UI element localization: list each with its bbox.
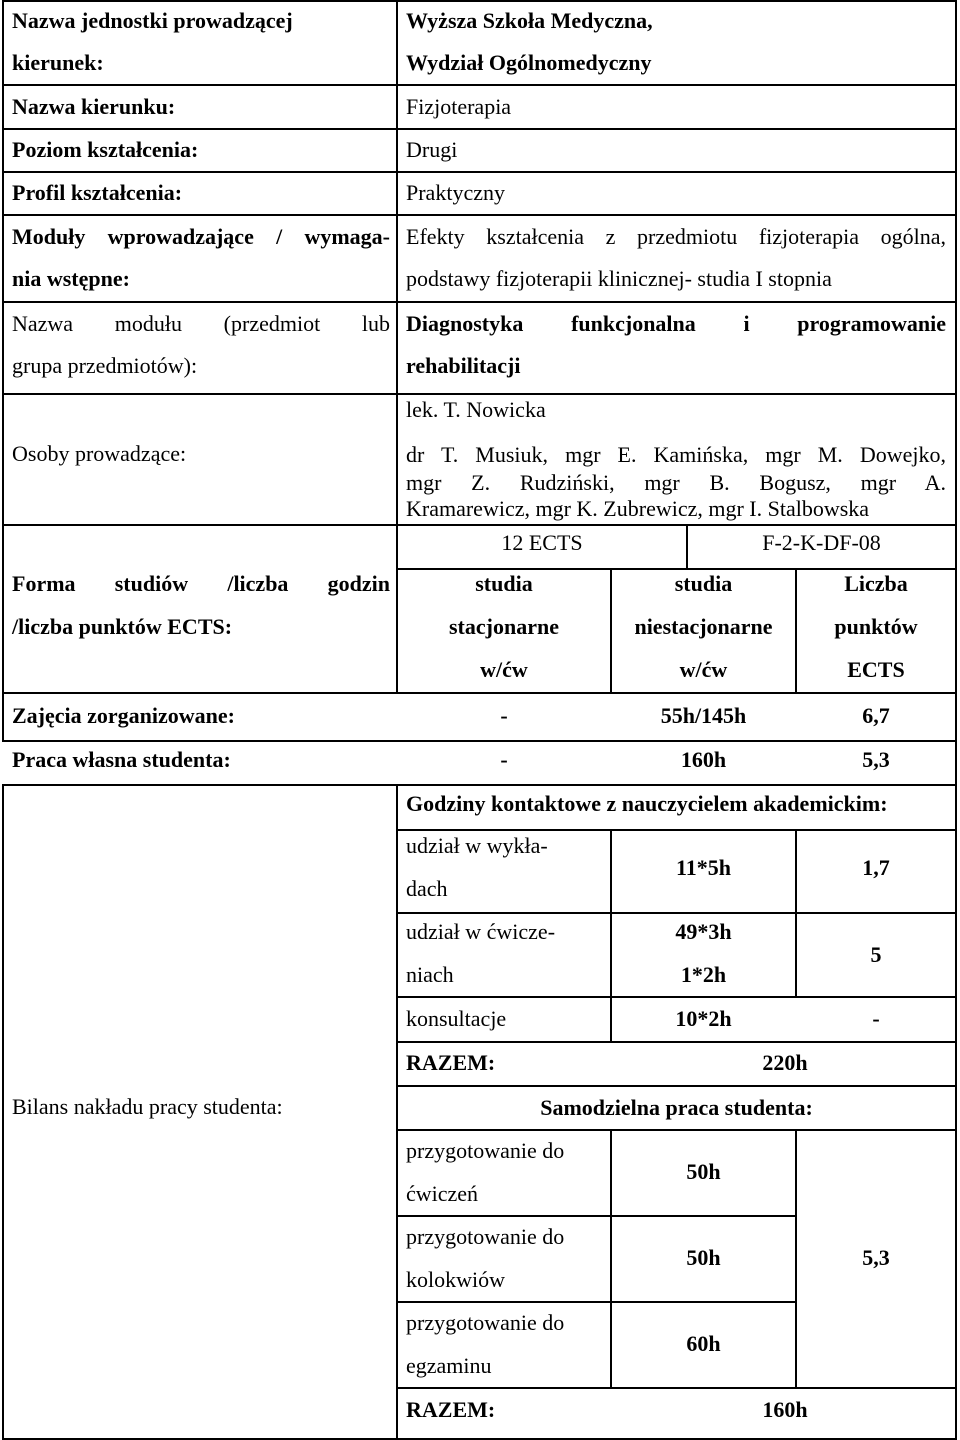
konsultacje-hours: 10*2h	[675, 1006, 732, 1031]
razem2-label: RAZEM:	[406, 1397, 496, 1422]
kontakt-header: Godziny kontaktowe z nauczycielem akademickim:	[406, 791, 888, 816]
cwiczenia-hours-l1: 49*3h	[675, 919, 732, 944]
value-modul-nazwa-l2: rehabilitacji	[406, 353, 521, 378]
bilans-line	[396, 1041, 957, 1043]
value-moduly-l2: podstawy fizjoterapii klinicznej- studia I stopnia	[406, 266, 832, 291]
label-profil: Profil kształcenia:	[12, 180, 183, 205]
row-line	[2, 524, 957, 526]
label-zajecia: Zajęcia zorganizowane:	[12, 703, 235, 728]
prz-kolokwiow-l1: przygotowanie do	[406, 1224, 565, 1249]
col-stacjonarne-l1: studia	[475, 571, 533, 596]
razem1-hours: 220h	[762, 1050, 808, 1075]
prz-egzaminu-hours: 60h	[686, 1331, 721, 1356]
razem1-label: RAZEM:	[406, 1050, 496, 1075]
wyklady-ects: 1,7	[862, 855, 890, 880]
value-osoby-l4: Kramarewicz, mgr K. Zubrewicz, mgr I. Stalbowska	[406, 496, 870, 521]
border-left	[2, 0, 4, 740]
col-ects-l3: ECTS	[847, 657, 905, 682]
prz-cwiczen-l2: ćwiczeń	[406, 1181, 479, 1206]
label-kierunek: Nazwa kierunku:	[12, 94, 176, 119]
label-praca-wlasna: Praca własna studenta:	[12, 747, 231, 772]
label-forma-l1: Forma studiów /liczba godzin	[12, 571, 390, 596]
value-osoby-l2: dr T. Musiuk, mgr E. Kamińska, mgr M. Dowejko,	[406, 442, 946, 467]
row-line	[2, 128, 957, 130]
praca-wlasna-stac: -	[500, 747, 508, 772]
label-jednostka-l2: kierunek:	[12, 50, 104, 75]
label-moduly-l2: nia wstępne:	[12, 266, 130, 291]
col-stacjonarne-l2: stacjonarne	[449, 614, 559, 639]
samodzielna-header: Samodzielna praca studenta:	[540, 1095, 813, 1120]
prz-cwiczen-hours: 50h	[686, 1159, 721, 1184]
cwiczenia-ects: 5	[870, 942, 882, 967]
razem2-hours: 160h	[762, 1397, 808, 1422]
value-osoby-l1: lek. T. Nowicka	[406, 397, 546, 422]
zajecia-niestac: 55h/145h	[660, 703, 747, 728]
prz-egzaminu-l1: przygotowanie do	[406, 1310, 565, 1335]
wyklady-hours: 11*5h	[675, 855, 732, 880]
value-poziom: Drugi	[406, 137, 458, 162]
bilans-line	[396, 1085, 957, 1087]
bilans-line	[396, 996, 957, 998]
row-line-top	[2, 0, 957, 2]
konsultacje-label: konsultacje	[406, 1006, 507, 1031]
cwiczenia-hours-l2: 1*2h	[680, 962, 727, 987]
cwiczenia-l1: udział w ćwicze-	[406, 919, 556, 944]
zajecia-stac: -	[500, 703, 508, 728]
label-forma-l2: /liczba punktów ECTS:	[12, 614, 233, 639]
row-line	[2, 740, 957, 742]
label-poziom: Poziom kształcenia:	[12, 137, 199, 162]
praca-wlasna-niestac: 160h	[680, 747, 727, 772]
label-moduly-l1: Moduły wprowadzające / wymaga-	[12, 224, 390, 249]
col-niestacjonarne-l1: studia	[674, 571, 733, 596]
zajecia-ects: 6,7	[862, 703, 890, 728]
bilans-line	[396, 912, 957, 914]
ects-total: 12 ECTS	[501, 530, 583, 555]
col-niestacjonarne-l2: niestacjonarne	[634, 614, 773, 639]
value-moduly-l1: Efekty kształcenia z przedmiotu fizjoterapia ogólna,	[406, 224, 946, 249]
wyklady-l2: dach	[406, 876, 448, 901]
praca-wlasna-ects: 5,3	[862, 747, 890, 772]
border-left-lower	[2, 784, 4, 1440]
col-ects-l1: Liczba	[844, 571, 908, 596]
bilans-line	[396, 1387, 957, 1389]
bilans-line	[396, 1215, 796, 1217]
prz-egzaminu-l2: egzaminu	[406, 1353, 492, 1378]
row-line	[2, 301, 957, 303]
border-right	[955, 0, 957, 1440]
wyklady-l1: udział w wykła-	[406, 833, 548, 858]
bilans-line	[396, 1301, 796, 1303]
label-jednostka-l1: Nazwa jednostki prowadzącej	[12, 8, 293, 33]
label-modul-nazwa-l2: grupa przedmiotów):	[12, 353, 198, 378]
cwiczenia-l2: niach	[406, 962, 454, 987]
konsultacje-ects: -	[872, 1006, 880, 1031]
row-line	[2, 84, 957, 86]
value-jednostka-l1: Wyższa Szkoła Medyczna,	[406, 8, 653, 33]
prz-cwiczen-l1: przygotowanie do	[406, 1138, 565, 1163]
row-line	[396, 568, 957, 570]
value-modul-nazwa-l1: Diagnostyka funkcjonalna i programowanie	[406, 311, 946, 336]
label-osoby: Osoby prowadzące:	[12, 441, 187, 466]
value-osoby-l3: mgr Z. Rudziński, mgr B. Bogusz, mgr A.	[406, 470, 946, 495]
course-code: F-2-K-DF-08	[762, 530, 881, 555]
value-jednostka-l2: Wydział Ogólnomedyczny	[406, 50, 652, 75]
row-line	[2, 784, 957, 786]
label-bilans: Bilans nakładu pracy studenta:	[12, 1094, 283, 1119]
prz-kolokwiow-hours: 50h	[686, 1245, 721, 1270]
bilans-line	[396, 829, 957, 831]
col-stacjonarne-l3: w/ćw	[480, 657, 528, 682]
bilans-line	[396, 1129, 957, 1131]
col-ects-l2: punktów	[834, 614, 918, 639]
row-line	[2, 214, 957, 216]
label-modul-nazwa-l1: Nazwa modułu (przedmiot lub	[12, 311, 390, 336]
value-profil: Praktyczny	[406, 180, 505, 205]
samodzielna-ects: 5,3	[862, 1245, 890, 1270]
row-line	[2, 393, 957, 395]
col-niestacjonarne-l3: w/ćw	[679, 657, 728, 682]
row-line	[2, 692, 957, 694]
prz-kolokwiow-l2: kolokwiów	[406, 1267, 505, 1292]
row-line	[2, 171, 957, 173]
value-kierunek: Fizjoterapia	[406, 94, 512, 119]
